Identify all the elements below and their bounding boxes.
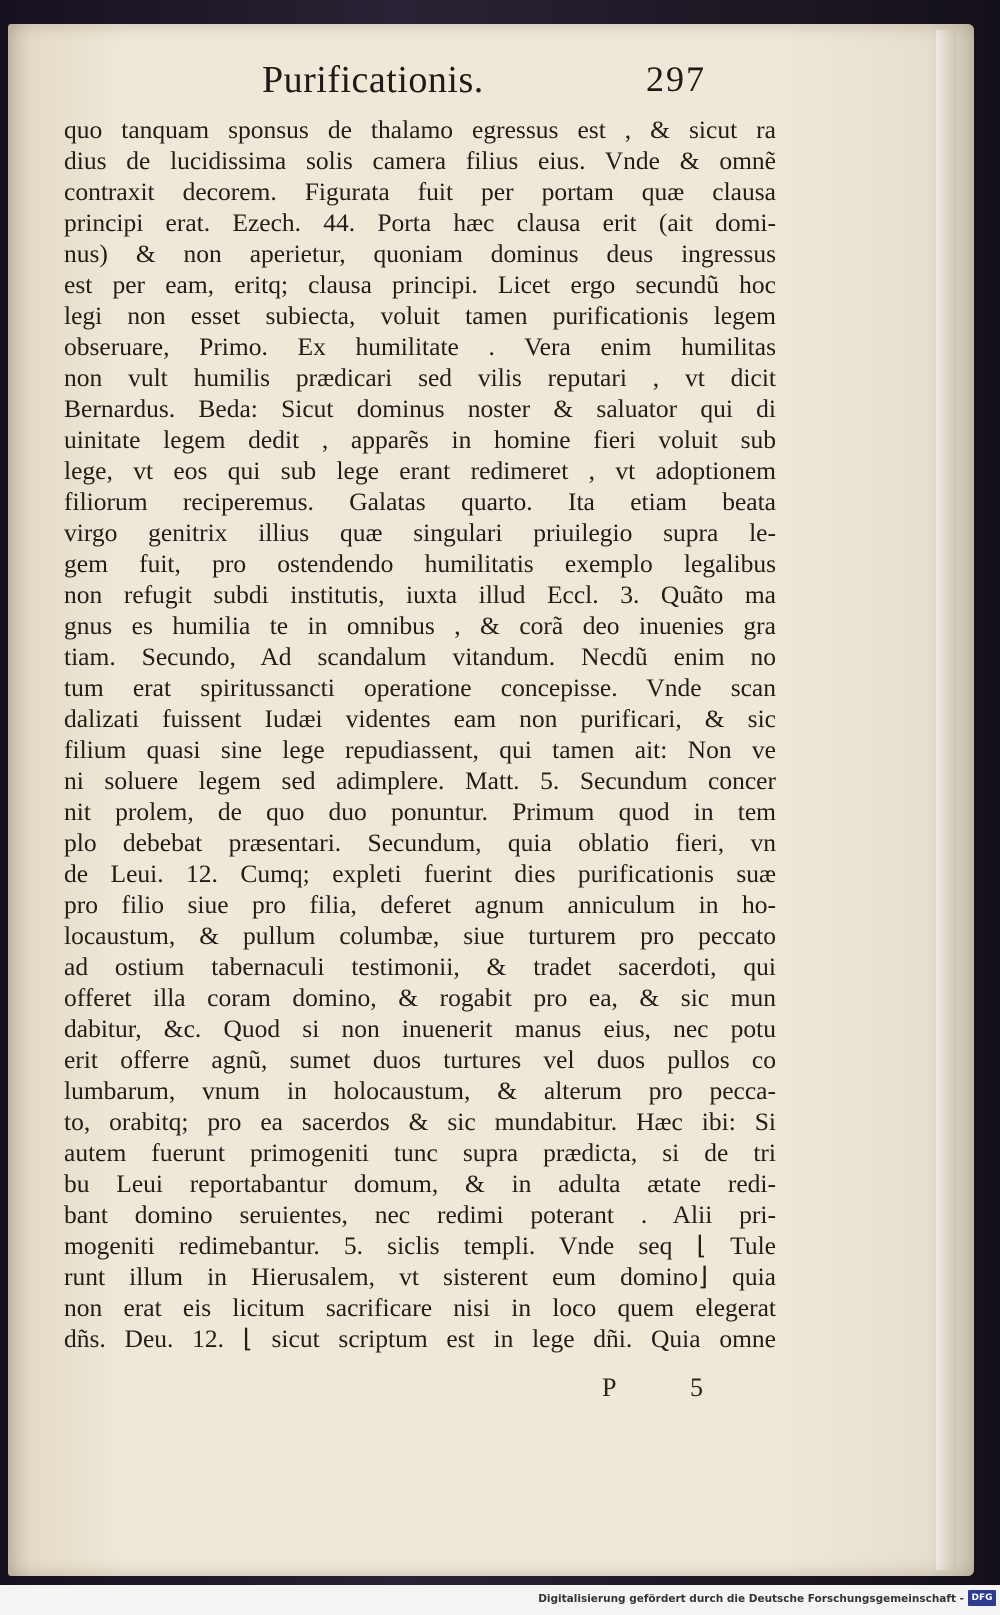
text-line: de Leui. 12. Cumq; expleti fuerint dies purificationis suæ [64, 859, 776, 888]
text-line: gnus es humilia te in omnibus , & corã deo inuenies gra [64, 611, 776, 640]
text-line: tiam. Secundo, Ad scandalum vitandum. Necdũ enim no [64, 642, 776, 671]
text-line: legi non esset subiecta, voluit tamen purificationis legem [64, 301, 776, 330]
text-line: tum erat spiritussancti operatione concepisse. Vnde scan [64, 673, 776, 702]
text-line: non vult humilis prædicari sed vilis reputari , vt dicit [64, 363, 776, 392]
text-line: dabitur, &c. Quod si non inuenerit manus eius, nec potu [64, 1014, 776, 1043]
signature-mark: P 5 [602, 1373, 737, 1402]
text-line: contraxit decorem. Figurata fuit per portam quæ clausa [64, 177, 776, 206]
text-line: est per eam, eritq; clausa principi. Licet ergo secundũ hoc [64, 270, 776, 299]
text-line: virgo genitrix illius quæ singulari priuilegio supra le- [64, 518, 776, 547]
text-line: dius de lucidissima solis camera filius eius. Vnde & omnẽ [64, 146, 776, 175]
text-line: principi erat. Ezech. 44. Porta hæc clausa erit (ait domi- [64, 208, 776, 237]
text-line: ni soluere legem sed adimplere. Matt. 5. Secundum concer [64, 766, 776, 795]
text-line: locaustum, & pullum columbæ, siue turturem pro peccato [64, 921, 776, 950]
text-line: dñs. Deu. 12. ⌊ sicut scriptum est in lege dñi. Quia omne [64, 1324, 776, 1353]
text-line: pro filio siue pro filia, deferet agnum anniculum in ho- [64, 890, 776, 919]
text-line: nus) & non aperietur, quoniam dominus deus ingressus [64, 239, 776, 268]
text-line: filium quasi sine lege repudiassent, qui tamen ait: Non ve [64, 735, 776, 764]
text-line: autem fuerunt primogeniti tunc supra prædicta, si de tri [64, 1138, 776, 1167]
text-line: quo tanquam sponsus de thalamo egressus est , & sicut ra [64, 115, 776, 144]
text-line: bant domino seruientes, nec redimi poterant . Alii pri- [64, 1200, 776, 1229]
text-line: to, orabitq; pro ea sacerdos & sic mundabitur. Hæc ibi: Si [64, 1107, 776, 1136]
page-edge-highlight [936, 30, 956, 1570]
text-line: nit prolem, de quo duo ponuntur. Primum quod in tem [64, 797, 776, 826]
text-line: erit offerre agnũ, sumet duos turtures vel duos pullos co [64, 1045, 776, 1074]
text-line: uinitate legem dedit , apparẽs in homine fieri voluit sub [64, 425, 776, 454]
dfg-logo: DFG [968, 1590, 996, 1606]
text-line: filiorum reciperemus. Galatas quarto. Ita etiam beata [64, 487, 776, 516]
text-line: plo debebat præsentari. Secundum, quia oblatio fieri, vn [64, 828, 776, 857]
text-line: obseruare, Primo. Ex humilitate . Vera enim humilitas [64, 332, 776, 361]
text-line: ad ostium tabernaculi testimonii, & tradet sacerdoti, qui [64, 952, 776, 981]
text-line: Bernardus. Beda: Sicut dominus noster & saluator qui di [64, 394, 776, 423]
text-line: bu Leui reportabantur domum, & in adulta ætate redi- [64, 1169, 776, 1198]
running-head [262, 58, 712, 108]
text-line: non refugit subdi institutis, iuxta illud Eccl. 3. Quãto ma [64, 580, 776, 609]
body-text [64, 114, 776, 1354]
text-line: mogeniti redimebantur. 5. siclis templi. Vnde seq ⌊ Tule [64, 1231, 776, 1260]
text-line: non erat eis licitum sacrificare nisi in loco quem elegerat [64, 1293, 776, 1322]
text-line: lege, vt eos qui sub lege erant redimeret , vt adoptionem [64, 456, 776, 485]
text-line: offeret illa coram domino, & rogabit pro ea, & sic mun [64, 983, 776, 1012]
page-number: 297 [646, 59, 706, 99]
text-line: gem fuit, pro ostendendo humilitatis exemplo legalibus [64, 549, 776, 578]
funding-credit: Digitalisierung gefördert durch die Deutsche Forschungsgemeinschaft - [538, 1593, 964, 1605]
running-title: Purificationis. [262, 59, 484, 101]
text-line: dalizati fuissent Iudæi videntes eam non purificari, & sic [64, 704, 776, 733]
text-line: lumbarum, vnum in holocaustum, & alterum pro pecca- [64, 1076, 776, 1105]
footer-bar [0, 1585, 1000, 1615]
text-line: runt illum in Hierusalem, vt sisterent eum domino⌋ quia [64, 1262, 776, 1291]
